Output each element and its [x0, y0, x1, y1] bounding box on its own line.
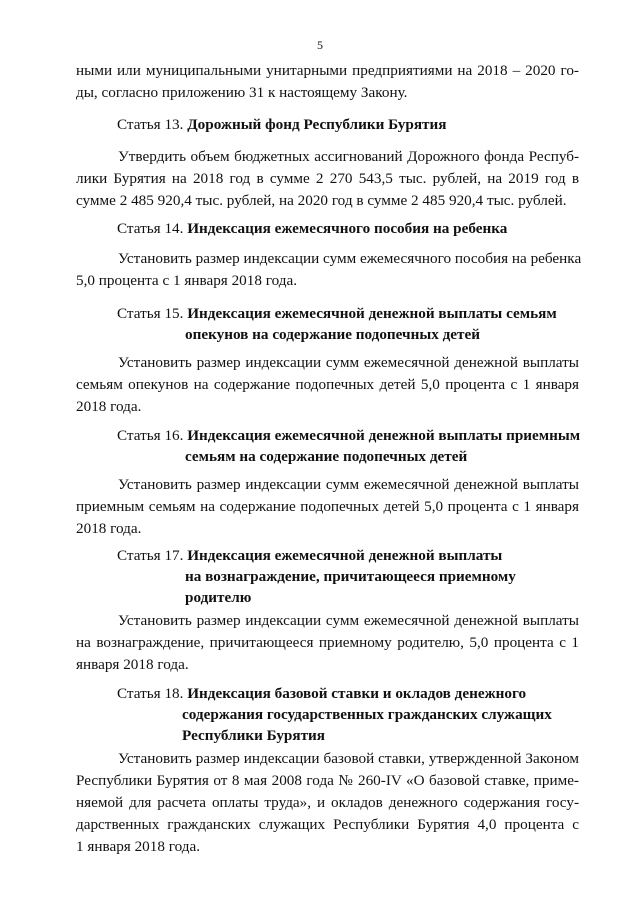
- article-17-heading: [0, 545, 640, 608]
- body-line: Установить размер индексации сумм ежемесячной денежной выплаты: [118, 476, 579, 493]
- article-title: семьям на содержание подопечных детей: [185, 448, 468, 465]
- body-line: Утвердить объем бюджетных ассигнований Дорожного фонда Респуб-: [118, 148, 579, 165]
- article-title: Дорожный фонд Республики Бурятия: [187, 116, 447, 133]
- article-13-heading: [0, 114, 640, 135]
- body-line: Установить размер индексации базовой ставки, утвержденной Законом: [118, 750, 579, 767]
- article-18-body: [76, 748, 579, 858]
- body-line: сумме 2 485 920,4 тыс. рублей, на 2020 год в сумме 2 485 920,4 тыс. рублей.: [76, 192, 567, 209]
- article-number: Статья 14.: [117, 220, 184, 237]
- article-title: содержания государственных гражданских служащих: [182, 706, 552, 723]
- body-line: Установить размер индексации сумм ежемесячного пособия на ребенка: [118, 250, 582, 267]
- article-17-body: [76, 610, 579, 676]
- page-number: 5: [317, 38, 323, 52]
- article-18-heading: [0, 683, 640, 746]
- body-line: Установить размер индексации сумм ежемесячной денежной выплаты: [118, 354, 579, 371]
- body-line: января 2018 года.: [76, 656, 189, 673]
- article-16-body: [76, 474, 579, 540]
- article-title: Индексация ежемесячной денежной выплаты семьям: [187, 305, 557, 322]
- article-number: Статья 16.: [117, 427, 184, 444]
- body-line: на вознаграждение, причитающееся приемному родителю, 5,0 процента с 1: [76, 634, 579, 651]
- article-title: Индексация ежемесячной денежной выплаты приемным: [187, 427, 581, 444]
- body-line: 1 января 2018 года.: [76, 838, 201, 855]
- article-number: Статья 17.: [117, 547, 184, 564]
- body-line: лики Бурятия на 2018 год в сумме 2 270 543,5 тыс. рублей, на 2019 год в: [76, 170, 579, 187]
- article-14-body: [76, 248, 582, 292]
- body-line: няемой для расчета оплаты труда», и окладов денежного содержания госу-: [76, 794, 579, 811]
- body-line: 2018 года.: [76, 520, 142, 537]
- article-title: Индексация ежемесячной денежной выплаты: [187, 547, 503, 564]
- article-14-heading: [0, 218, 640, 239]
- body-line: семьям опекунов на содержание подопечных детей 5,0 процента с 1 января: [76, 376, 579, 393]
- intro-line: ды, согласно приложению 31 к настоящему Закону.: [76, 84, 408, 101]
- article-title: Республики Бурятия: [182, 727, 326, 744]
- body-line: Установить размер индексации сумм ежемесячной денежной выплаты: [118, 612, 579, 629]
- intro-paragraph: [76, 60, 579, 104]
- article-title: опекунов на содержание подопечных детей: [185, 326, 480, 343]
- body-line: 2018 года.: [76, 398, 142, 415]
- article-15-heading: [0, 303, 640, 345]
- body-line: дарственных гражданских служащих Республики Бурятия 4,0 процента с: [76, 816, 579, 833]
- article-13-body: [76, 146, 579, 212]
- body-line: Республики Бурятия от 8 мая 2008 года № 260-IV «О базовой ставке, приме-: [76, 772, 579, 789]
- body-line: 5,0 процента с 1 января 2018 года.: [76, 272, 298, 289]
- article-number: Статья 15.: [117, 305, 184, 322]
- article-title: Индексация базовой ставки и окладов денежного: [187, 685, 527, 702]
- intro-line: ными или муниципальными унитарными предприятиями на 2018 – 2020 го-: [76, 62, 579, 79]
- article-15-body: [76, 352, 579, 418]
- article-16-heading: [0, 425, 640, 467]
- article-number: Статья 13.: [117, 116, 184, 133]
- article-title: Индексация ежемесячного пособия на ребенка: [187, 220, 508, 237]
- article-number: Статья 18.: [117, 685, 184, 702]
- article-title: на вознаграждение, причитающееся приемному: [185, 568, 516, 585]
- body-line: приемным семьям на содержание подопечных детей 5,0 процента с 1 января: [76, 498, 579, 515]
- article-title: родителю: [185, 589, 252, 606]
